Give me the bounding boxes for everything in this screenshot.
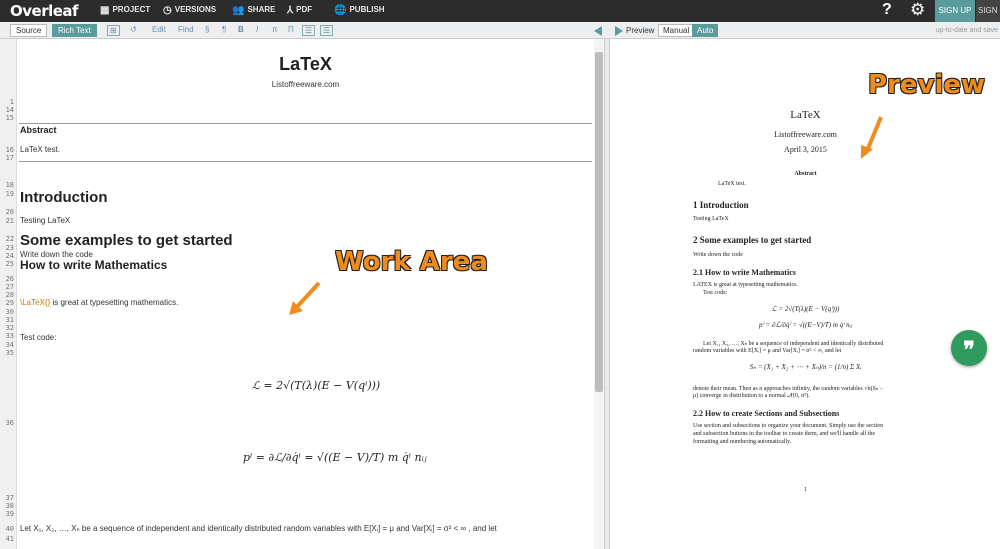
line-number: 14 — [5, 106, 14, 114]
settings-gear-icon[interactable]: ⚙ — [910, 0, 926, 19]
preview-section-1-text: Testing LaTeX — [693, 216, 729, 222]
line-number-gutter — [0, 39, 17, 549]
line-number: 25 — [5, 260, 14, 268]
numbered-list-icon[interactable]: ☰ — [320, 25, 333, 36]
line-number: 32 — [5, 324, 14, 332]
pdf-icon: ⅄ — [287, 5, 294, 16]
bold-icon[interactable]: B — [238, 25, 244, 34]
collapse-preview-arrow-icon[interactable] — [615, 26, 623, 36]
share-icon: 👥 — [232, 5, 245, 16]
abstract-rule-top — [19, 123, 592, 124]
save-status: up-to-date and save — [935, 27, 998, 34]
preview-section-2-text: Write down the code — [693, 252, 743, 258]
line-number: 18 — [5, 181, 14, 189]
collapse-editor-arrow-icon[interactable] — [594, 26, 602, 36]
preview-paragraph-line: formatting and numbering automatically. — [693, 439, 792, 445]
preview-page-number: 1 — [804, 487, 807, 493]
italic-icon[interactable]: I — [256, 25, 259, 34]
document-author[interactable]: Listoffreeware.com — [271, 80, 340, 89]
preview-latex-line: LATEX is great at typesetting mathematics. — [693, 282, 798, 288]
line-number: 21 — [5, 217, 14, 225]
line-number: 31 — [5, 316, 14, 324]
work-area-annotation: Work Area — [335, 247, 488, 277]
preview-test-code: Test code: — [703, 290, 728, 296]
line-number: 35 — [5, 349, 14, 357]
preview-paragraph-line: Use section and subsections to organize your document. Simply use the section — [693, 423, 884, 429]
display-math-icon[interactable]: Π — [288, 25, 294, 34]
preview-abstract-heading: Abstract — [794, 171, 817, 177]
examples-text[interactable]: Write down the code — [20, 250, 93, 259]
line-number: 28 — [5, 291, 14, 299]
introduction-heading[interactable]: Introduction — [20, 189, 108, 206]
help-icon[interactable]: ? — [882, 1, 892, 18]
preview-subsection-2-1: 2.1 How to write Mathematics — [693, 268, 796, 277]
line-number: 38 — [5, 502, 14, 510]
abstract-text[interactable]: LaTeX test. — [20, 145, 61, 154]
preview-author: Listoffreeware.com — [774, 130, 837, 139]
math-icon[interactable]: π — [272, 25, 278, 34]
preview-label: Preview — [626, 26, 655, 35]
equation-lagrangian[interactable]: ℒ = 2√(T(λ)(E − V(qⁱ))) — [252, 379, 381, 392]
line-number: 33 — [5, 332, 14, 340]
line-number: 1 — [9, 98, 14, 106]
share-menu[interactable]: 👥 SHARE — [232, 5, 276, 16]
line-number: 30 — [5, 308, 14, 316]
line-number: 27 — [5, 283, 14, 291]
versions-menu[interactable]: ◷ VERSIONS — [163, 5, 217, 16]
line-number: 16 — [5, 146, 14, 154]
sign-in-button[interactable]: SIGN — [976, 0, 1000, 22]
project-icon: ▦ — [100, 5, 110, 16]
sign-up-button[interactable]: SIGN UP — [935, 0, 975, 22]
preview-equation-1: ℒ = 2√(T(λ)(E − V(qⁱ))) — [771, 305, 840, 313]
find-button[interactable]: Find — [178, 25, 194, 34]
overleaf-logo[interactable]: Overleaf — [10, 2, 79, 20]
line-number: 36 — [5, 419, 14, 427]
preview-paragraph-line: denote their mean. Then as n approaches infinity, the random variables √n(Sₙ − — [693, 386, 884, 392]
line-number: 15 — [5, 114, 14, 122]
manual-compile-button[interactable]: Manual — [658, 24, 694, 37]
line-number: 37 — [5, 494, 14, 502]
rich-text-mode-tab[interactable]: Rich Text — [52, 24, 97, 37]
work-area-arrow-icon — [287, 279, 327, 319]
insert-figure-icon[interactable]: ⊞ — [107, 25, 120, 36]
line-number: 34 — [5, 341, 14, 349]
random-variables-line[interactable]: Let X₁, X₂, …, Xₙ be a sequence of independent and identically distributed random variables with E[Xᵢ] = μ and Var[Xᵢ] = σ² < ∞ , and let — [20, 524, 497, 533]
latex-command: \LaTeX{} — [20, 298, 51, 307]
preview-paragraph-line: and subsection buttons in the toolbar to create them, and we'll handle all the — [693, 431, 876, 437]
latex-line[interactable]: \LaTeX{} is great at typesetting mathematics. — [20, 298, 179, 307]
pane-divider[interactable] — [604, 39, 610, 549]
preview-paragraph-line: Let X₁, X₂, …, Xₙ be a sequence of independent and identically distributed — [703, 341, 884, 347]
line-number: 17 — [5, 154, 14, 162]
line-number: 20 — [5, 208, 14, 216]
preview-section-1: 1 Introduction — [693, 200, 749, 210]
line-number: 19 — [5, 190, 14, 198]
abstract-heading[interactable]: Abstract — [20, 125, 57, 135]
editor-toolbar — [0, 22, 606, 39]
pdf-preview[interactable] — [611, 39, 1000, 549]
project-menu[interactable]: ▦ PROJECT — [100, 5, 151, 16]
comment-quote-icon[interactable]: ❞ — [951, 330, 987, 366]
line-number: 40 — [5, 525, 14, 533]
document-title[interactable]: LaTeX — [279, 54, 332, 74]
line-number: 29 — [5, 299, 14, 307]
preview-arrow-icon — [857, 113, 887, 163]
bulleted-list-icon[interactable]: ☰ — [302, 25, 315, 36]
auto-compile-button[interactable]: Auto — [692, 24, 718, 37]
line-number: 41 — [5, 535, 14, 543]
source-mode-tab[interactable]: Source — [10, 24, 47, 37]
rich-text-editor[interactable] — [17, 39, 594, 549]
line-number: 26 — [5, 275, 14, 283]
preview-date: April 3, 2015 — [784, 145, 827, 154]
introduction-text[interactable]: Testing LaTeX — [20, 216, 71, 225]
preview-annotation: Preview — [868, 70, 986, 100]
line-number: 23 — [5, 244, 14, 252]
pdf-menu[interactable]: ⅄ PDF — [287, 5, 313, 16]
abstract-rule-bottom — [19, 161, 592, 162]
test-code-label[interactable]: Test code: — [20, 333, 57, 342]
line-number: 24 — [5, 252, 14, 260]
history-icon[interactable]: ↺ — [130, 25, 137, 34]
preview-subsection-2-2: 2.2 How to create Sections and Subsections — [693, 409, 840, 418]
versions-icon: ◷ — [163, 5, 172, 16]
preview-equation-2: pⁱ = ∂ℒ/∂q̇ⁱ = √((E−V)/T) m q̇ⁱ nᵢⱼ — [758, 321, 853, 329]
edit-button[interactable]: Edit — [152, 25, 166, 34]
preview-toolbar — [606, 22, 1000, 39]
line-number: 22 — [5, 235, 14, 243]
publish-icon: 🌐 — [334, 5, 347, 16]
editor-scrollbar-thumb[interactable] — [595, 52, 603, 392]
preview-paragraph-line: μ) converge in distribution to a normal 𝒩(0, σ²). — [693, 393, 810, 399]
preview-title: LaTeX — [790, 109, 821, 121]
equation-momentum[interactable]: pⁱ = ∂ℒ/∂q̇ⁱ = √((E − V)/T) m q̇ⁱ nᵢⱼ — [243, 451, 427, 464]
preview-abstract-text: LaTeX test. — [718, 181, 746, 187]
mathematics-heading[interactable]: How to write Mathematics — [20, 258, 168, 272]
preview-section-2: 2 Some examples to get started — [693, 235, 812, 245]
paragraph-icon[interactable]: ¶ — [222, 25, 227, 34]
preview-paragraph-line: random variables with E[Xᵢ] = μ and Var[Xᵢ] = σ² < ∞, and let — [693, 348, 842, 354]
preview-equation-3: Sₙ = (X₁ + X₂ + ⋯ + Xₙ)/n = (1/n) Σ Xᵢ — [749, 363, 862, 371]
publish-menu[interactable]: 🌐 PUBLISH — [334, 5, 385, 16]
examples-heading[interactable]: Some examples to get started — [20, 232, 233, 249]
section-icon[interactable]: § — [205, 25, 210, 34]
top-navigation-bar — [0, 0, 1000, 22]
line-number: 39 — [5, 510, 14, 518]
